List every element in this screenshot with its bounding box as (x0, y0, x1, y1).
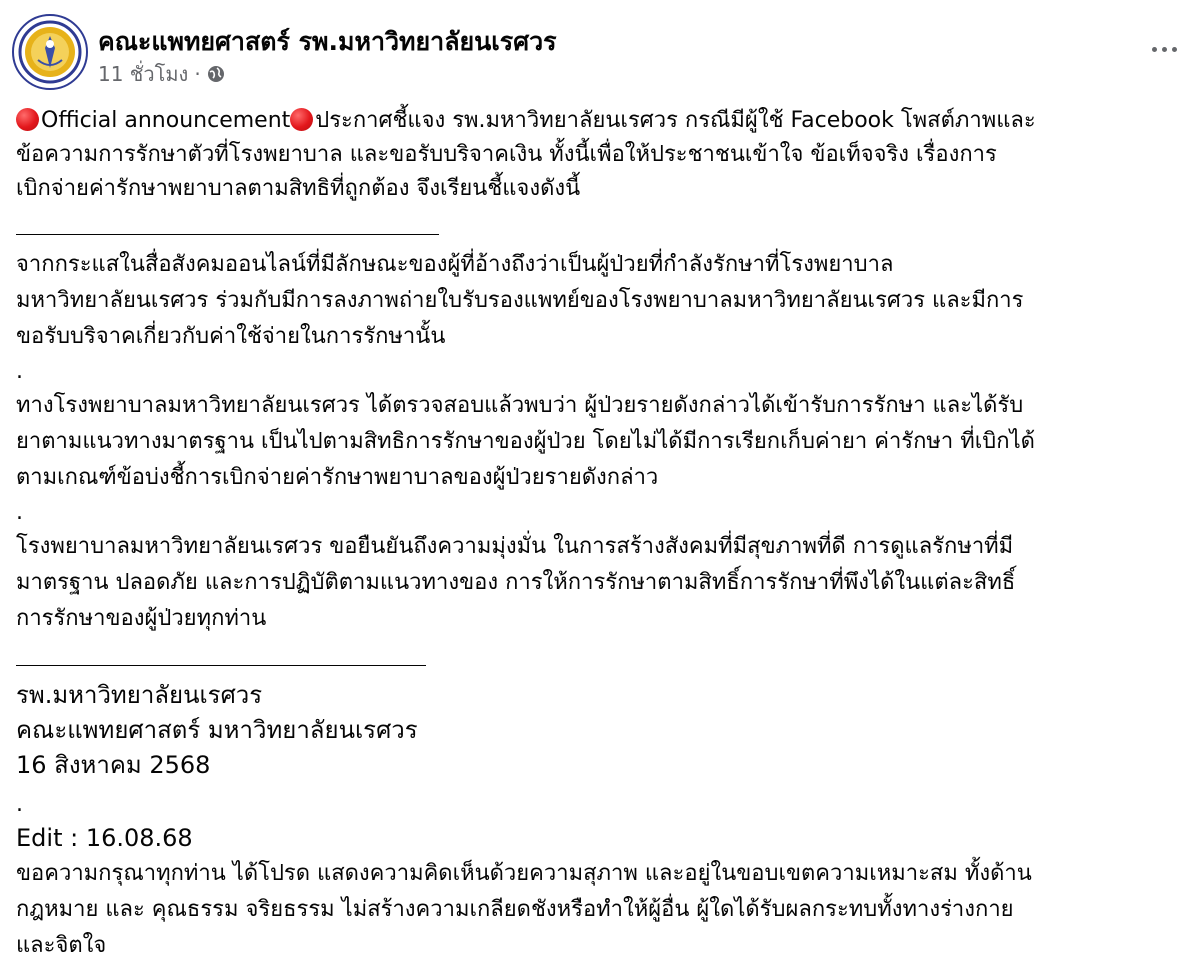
edit-note-line-1: ขอความกรุณาทุกท่าน ได้โปรด แสดงความคิดเห็นด้วยความสุภาพ และอยู่ในขอบเขตความเหมาะสม ทั้งด้าน (16, 861, 1032, 886)
post-body (16, 104, 1186, 964)
university-logo-icon (14, 16, 86, 88)
page-avatar[interactable] (12, 14, 88, 90)
para2-line-2: ยาตามแนวทางมาตรฐาน เป็นไปตามสิทธิการรักษาของผู้ป่วย โดยไม่ได้มีการเรียกเก็บค่ายา ค่ารักษา ที่เบิกได้ (16, 429, 1035, 454)
signature-hospital: รพ.มหาวิทยาลัยนเรศวร (16, 681, 263, 709)
red-circle-icon (16, 108, 39, 131)
para1-line-1: จากกระแสในสื่อสังคมออนไลน์ที่มีลักษณะของผู้ที่อ้างถึงว่าเป็นผู้ป่วยที่กำลังรักษาที่โรงพยาบาล (16, 252, 894, 277)
meta-separator: · (194, 62, 201, 86)
red-circle-icon (290, 108, 313, 131)
para3-line-3: การรักษาของผู้ป่วยทุกท่าน (16, 606, 267, 631)
divider-line (16, 234, 439, 235)
post-meta (98, 58, 225, 90)
para1-line-2: มหาวิทยาลัยนเรศวร ร่วมกับมีการลงภาพถ่ายใบรับรองแพทย์ของโรงพยาบาลมหาวิทยาลัยนเรศวร และมีการ (16, 288, 1024, 313)
page-name[interactable]: คณะแพทยศาสตร์ รพ.มหาวิทยาลัยนเรศวร (98, 27, 557, 56)
dot-separator: . (16, 792, 23, 817)
intro-line-3: เบิกจ่ายค่ารักษาพยาบาลตามสิทธิที่ถูกต้อง จึงเรียนชี้แจงดังนี้ (16, 176, 581, 201)
post-header (12, 14, 1188, 94)
signature-faculty: คณะแพทยศาสตร์ มหาวิทยาลัยนเรศวร (16, 716, 418, 744)
para3-line-1: โรงพยาบาลมหาวิทยาลัยนเรศวร ขอยืนยันถึงความมุ่งมั่น ในการสร้างสังคมที่มีสุขภาพที่ดี การดูแลรักษาที่มี (16, 534, 1014, 559)
para2-line-1: ทางโรงพยาบาลมหาวิทยาลัยนเรศวร ได้ตรวจสอบแล้วพบว่า ผู้ป่วยรายดังกล่าวได้เข้ารับการรักษา และได้รับ (16, 393, 1024, 418)
announcement-label: Official announcement (41, 108, 291, 133)
dot-separator: . (16, 359, 23, 384)
para2-line-3: ตามเกณฑ์ข้อบ่งชี้การเบิกจ่ายค่ารักษาพยาบาลของผู้ป่วยรายดังกล่าว (16, 465, 659, 490)
more-options-icon[interactable] (1144, 34, 1184, 64)
dot-separator: . (16, 500, 23, 525)
intro-text: ประกาศชี้แจง รพ.มหาวิทยาลัยนเรศวร กรณีมีผู้ใช้ Facebook โพสต์ภาพและ (315, 108, 1036, 133)
para1-line-3: ขอรับบริจาคเกี่ยวกับค่าใช้จ่ายในการรักษานั้น (16, 324, 446, 349)
signature-date: 16 สิงหาคม 2568 (16, 751, 211, 779)
para3-line-2: มาตรฐาน ปลอดภัย และการปฏิบัติตามแนวทางของ การให้การรักษาตามสิทธิ์การรักษาที่พึงได้ในแต่ละสิทธิ์ (16, 570, 1016, 595)
globe-icon[interactable] (207, 65, 225, 83)
edit-label: Edit : 16.08.68 (16, 824, 193, 852)
intro-line-1 (16, 104, 1186, 138)
post-time[interactable]: 11 ชั่วโมง (98, 62, 189, 86)
divider-line (16, 665, 426, 666)
intro-line-2: ข้อความการรักษาตัวที่โรงพยาบาล และขอรับบริจาคเงิน ทั้งนี้เพื่อให้ประชาชนเข้าใจ ข้อเท็จจริง เรื่องการ (16, 142, 997, 167)
edit-note-line-3: และจิตใจ (16, 933, 107, 958)
edit-note-line-2: กฎหมาย และ คุณธรรม จริยธรรม ไม่สร้างความเกลียดชังหรือทำให้ผู้อื่น ผู้ใดได้รับผลกระทบทั้งทางร่างกาย (16, 897, 1014, 922)
